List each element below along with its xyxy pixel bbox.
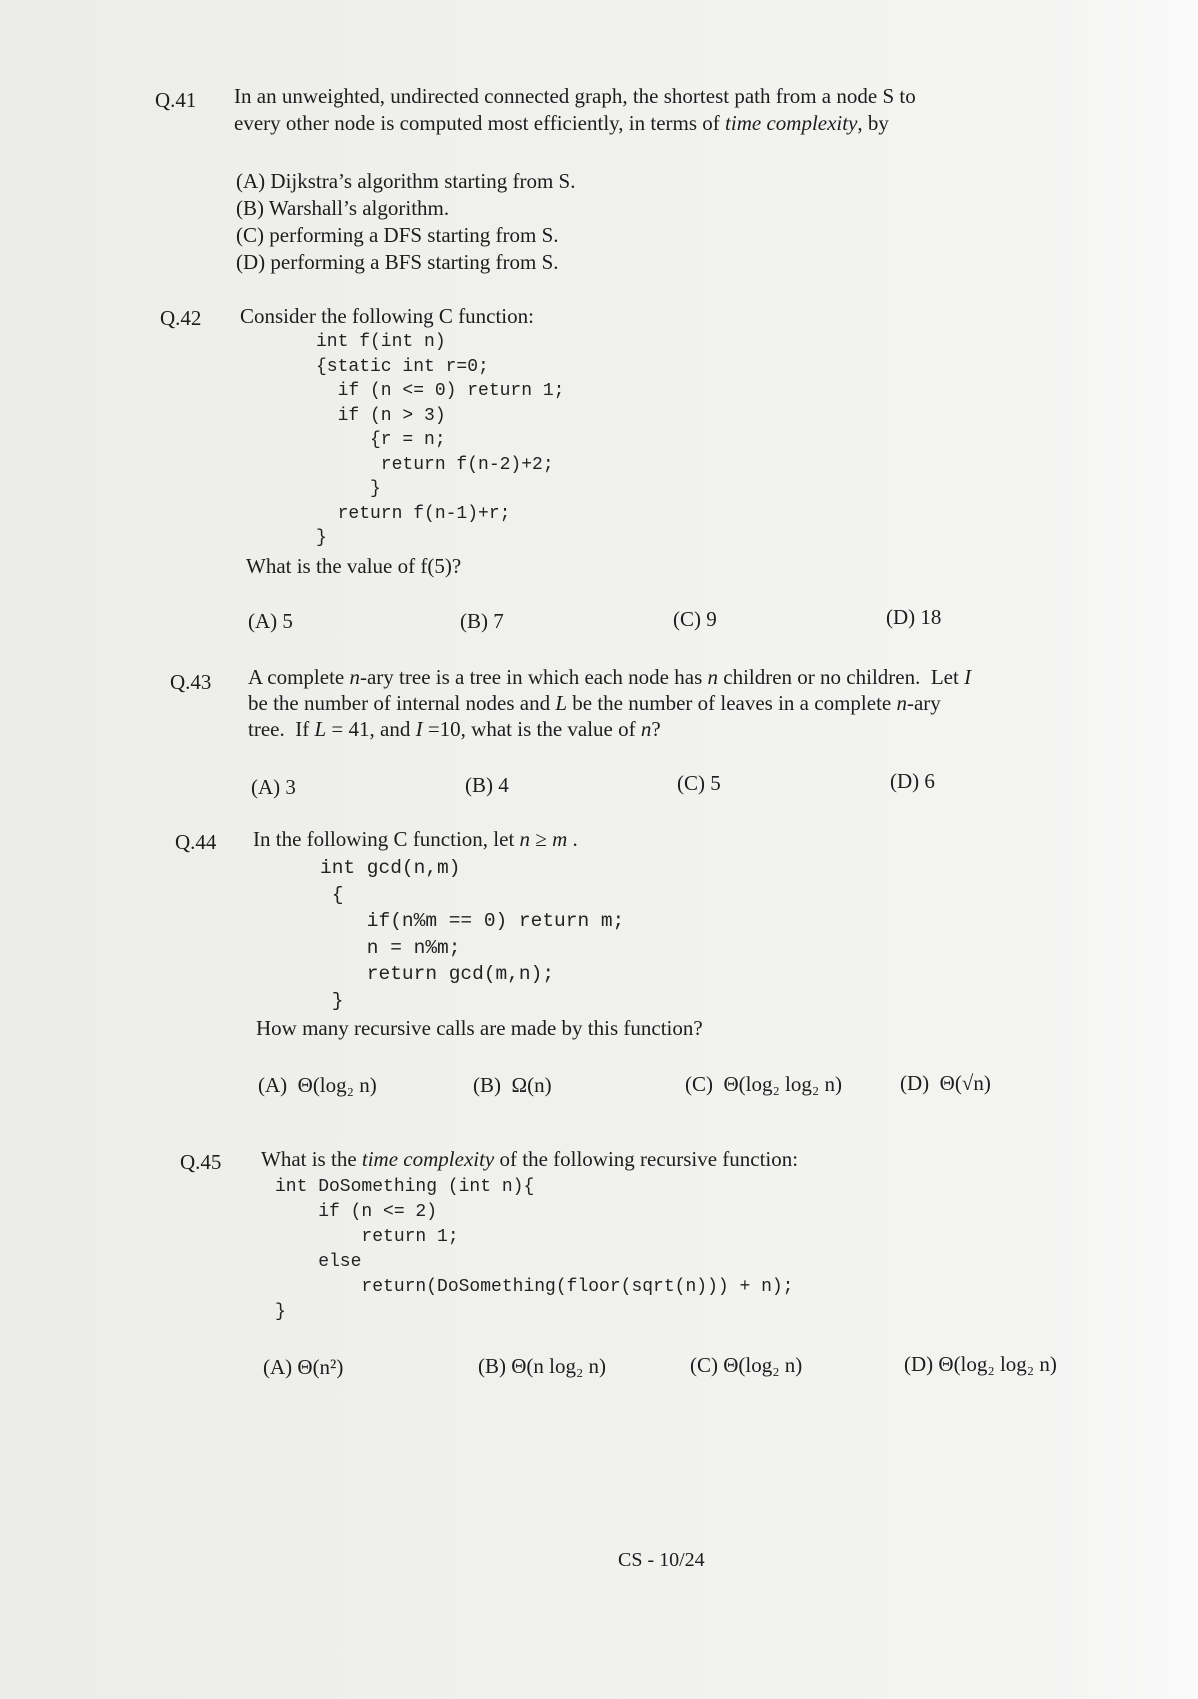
question-text-line: be the number of internal nodes and L be the number of leaves in a complete n-ary (248, 691, 941, 715)
question-number: Q.41 (155, 88, 197, 112)
code-line: n = n%m; (320, 937, 461, 959)
option-d: (D) Θ(√n) (900, 1071, 991, 1095)
option-c: (C) Θ(log₂ n) (690, 1353, 803, 1377)
option-d: (D) 6 (890, 769, 935, 793)
question-number: Q.42 (160, 306, 202, 330)
code-line: } (316, 528, 327, 548)
code-line: if (n <= 0) return 1; (316, 381, 565, 401)
code-line: if (n <= 2) (275, 1202, 438, 1222)
option-c: (C) performing a DFS starting from S. (236, 223, 559, 247)
code-line: int f(int n) (316, 332, 446, 352)
code-line: int gcd(n,m) (320, 857, 461, 879)
question-prompt: In the following C function, let n ≥ m . (253, 827, 578, 851)
question-text: What is the value of f(5)? (246, 554, 462, 578)
option-b: (B) Warshall’s algorithm. (236, 196, 450, 220)
code-line: {static int r=0; (316, 357, 489, 377)
option-d: (D) 18 (886, 605, 942, 629)
option-c: (C) 9 (673, 607, 717, 631)
question-number: Q.44 (175, 830, 217, 854)
page-number: CS - 10/24 (618, 1549, 705, 1571)
question-prompt: Consider the following C function: (240, 304, 534, 328)
code-line: { (320, 884, 344, 906)
option-b: (B) Θ(n log₂ n) (478, 1354, 607, 1378)
question-number: Q.43 (170, 670, 212, 694)
option-b: (B) Ω(n) (473, 1073, 552, 1097)
option-a: (A) 3 (251, 775, 296, 799)
question-text-line: tree. If L = 41, and I =10, what is the value of n? (248, 717, 661, 741)
option-d: (D) Θ(log₂ log₂ n) (904, 1352, 1057, 1376)
option-a: (A) Θ(n²) (263, 1355, 344, 1379)
code-line: if (n > 3) (316, 406, 446, 426)
code-line: } (320, 990, 344, 1012)
option-b: (B) 4 (465, 773, 509, 797)
code-line: {r = n; (316, 430, 446, 450)
code-line: } (275, 1302, 286, 1322)
question-text-line: every other node is computed most efficiently, in terms of time complexity, by (234, 111, 889, 135)
question-text: How many recursive calls are made by this function? (256, 1016, 703, 1040)
option-d: (D) performing a BFS starting from S. (236, 250, 559, 274)
code-line: return gcd(m,n); (320, 963, 555, 985)
code-line: return f(n-2)+2; (316, 455, 554, 475)
code-line: return 1; (275, 1227, 459, 1247)
option-c: (C) Θ(log₂ log₂ n) (685, 1072, 842, 1096)
code-line: else (275, 1252, 362, 1272)
code-line: } (316, 479, 381, 499)
question-text-line: In an unweighted, undirected connected graph, the shortest path from a node S to (234, 84, 916, 108)
question-number: Q.45 (180, 1150, 222, 1174)
option-a: (A) 5 (248, 609, 293, 633)
code-line: if(n%m == 0) return m; (320, 910, 625, 932)
code-line: return(DoSomething(floor(sqrt(n))) + n); (275, 1277, 794, 1297)
question-prompt: What is the time complexity of the following recursive function: (261, 1147, 799, 1171)
question-text-line: A complete n-ary tree is a tree in which each node has n children or no children. Let I (248, 665, 972, 689)
option-c: (C) 5 (677, 771, 721, 795)
option-b: (B) 7 (460, 609, 504, 633)
option-a: (A) Dijkstra’s algorithm starting from S. (236, 169, 576, 193)
code-line: int DoSomething (int n){ (275, 1177, 535, 1197)
code-line: return f(n-1)+r; (316, 504, 511, 524)
option-a: (A) Θ(log₂ n) (258, 1073, 377, 1097)
